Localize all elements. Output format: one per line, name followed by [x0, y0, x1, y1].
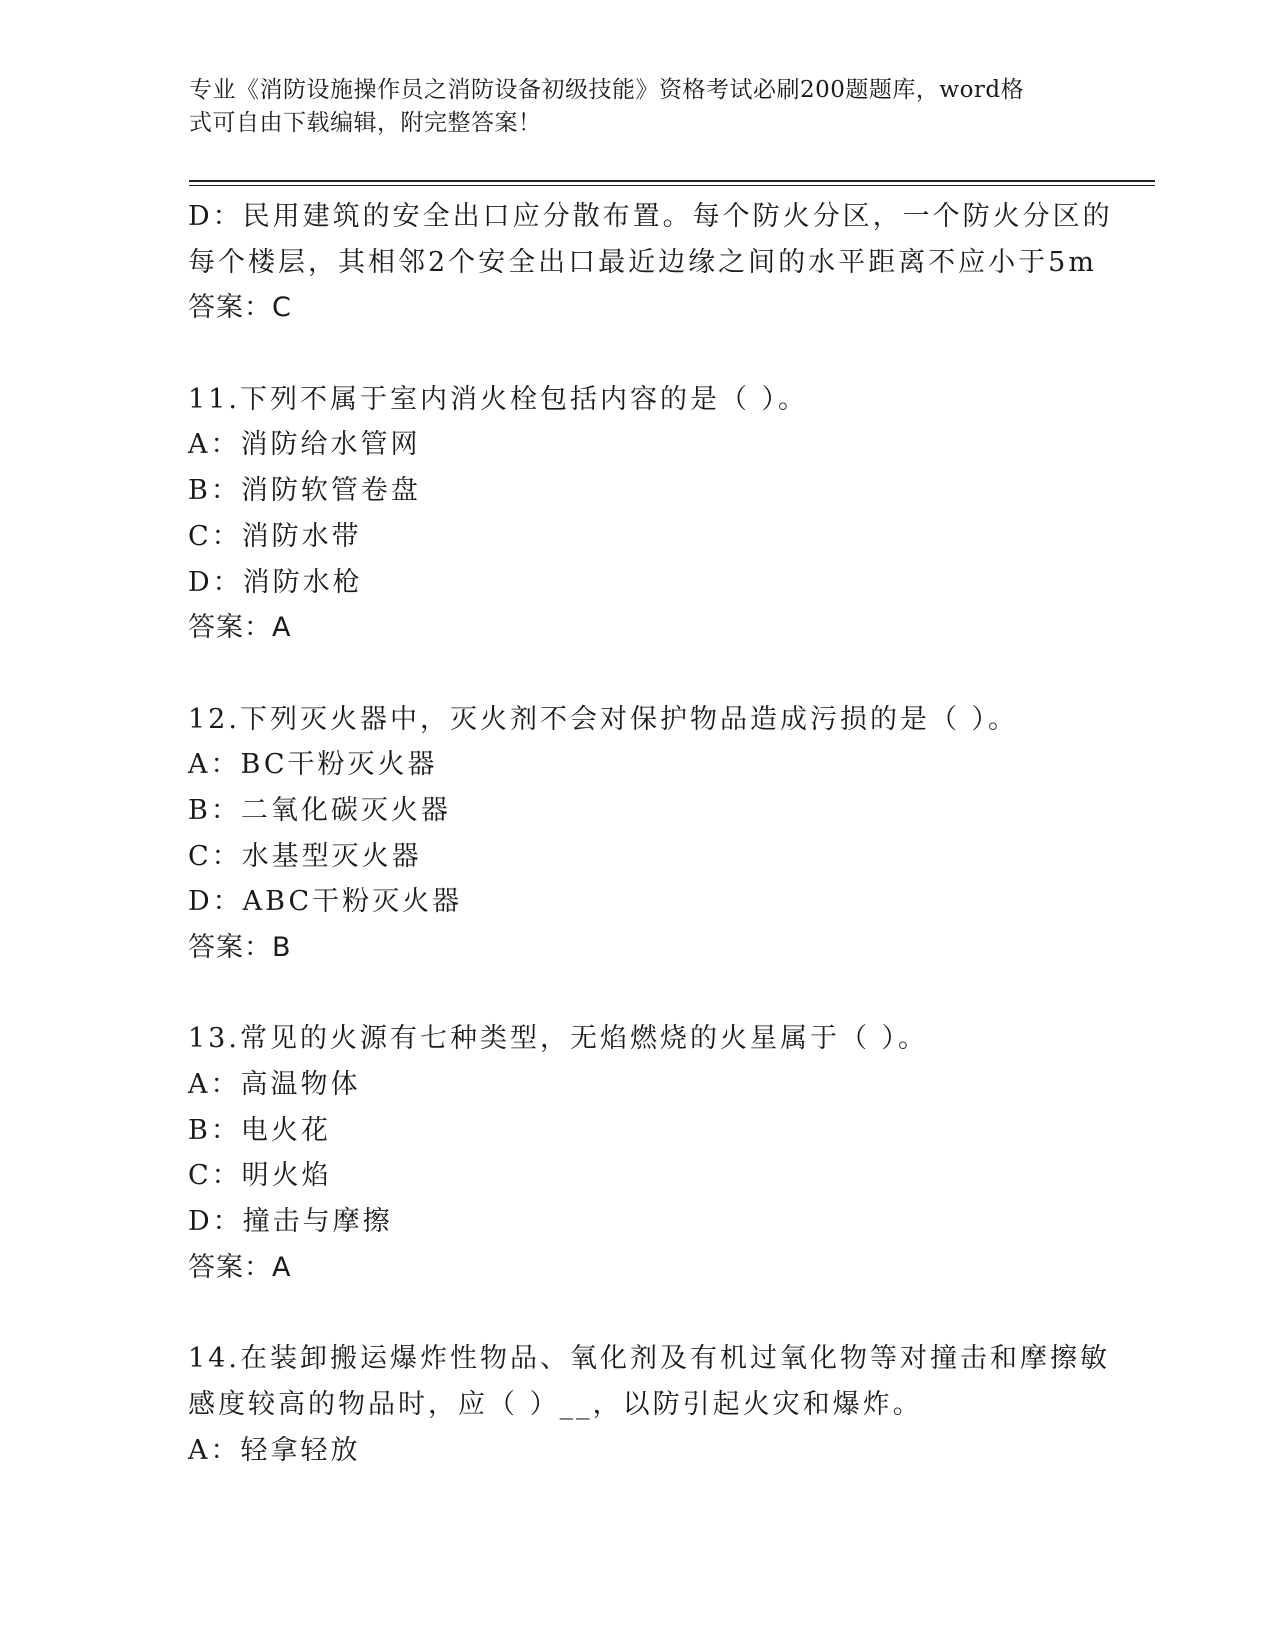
header-line-2: 式可自由下载编辑，附完整答案！: [189, 110, 542, 136]
document-header: [189, 74, 1069, 140]
question-list: [188, 194, 1113, 1473]
option-a: A：BC干粉灭火器: [188, 749, 438, 781]
option-b: B：二氧化碳灭火器: [188, 794, 451, 826]
question-stem: 12.下列灭火器中，灭火剂不会对保护物品造成污损的是（ ）。: [188, 703, 1019, 735]
option-c: C：消防水带: [188, 520, 362, 552]
answer-line: 答案：A: [188, 1251, 292, 1283]
option-a: A：消防给水管网: [188, 429, 421, 461]
option-c: C：明火焰: [188, 1160, 332, 1192]
answer-line: 答案：A: [188, 612, 292, 644]
question-stem: 13.常见的火源有七种类型，无焰燃烧的火星属于（ ）。: [188, 1023, 929, 1055]
option-c: C：水基型灭火器: [188, 840, 422, 872]
option-a: A：高温物体: [188, 1069, 361, 1101]
answer-line: 答案：B: [188, 932, 292, 963]
option-b: B：消防软管卷盘: [188, 475, 421, 507]
option-d: D：消防水枪: [188, 566, 363, 598]
option-d: D：撞击与摩擦: [188, 1206, 393, 1238]
option-d-continued: 每个楼层，其相邻2个安全出口最近边缘之间的水平距离不应小于5m: [188, 246, 1097, 278]
answer-line: 答案：C: [188, 292, 292, 324]
header-line-1: 专业《消防设施操作员之消防设备初级技能》资格考试必刷200题题库，word格: [189, 77, 1025, 103]
question-stem: 14.在装卸搬运爆炸性物品、氧化剂及有机过氧化物等对撞击和摩擦敏: [188, 1343, 1110, 1375]
header-divider-thin: [189, 185, 1155, 186]
question-stem: 11.下列不属于室内消火栓包括内容的是（ ）。: [188, 383, 809, 415]
option-a: A：轻拿轻放: [188, 1434, 361, 1466]
option-d: D：ABC干粉灭火器: [188, 886, 463, 918]
option-b: B：电火花: [188, 1114, 331, 1146]
header-divider: [189, 180, 1155, 182]
question-stem-continued: 感度较高的物品时，应（ ）__，以防引起火灾和爆炸。: [188, 1388, 923, 1420]
option-d: D：民用建筑的安全出口应分散布置。每个防火分区，一个防火分区的: [188, 201, 1113, 232]
